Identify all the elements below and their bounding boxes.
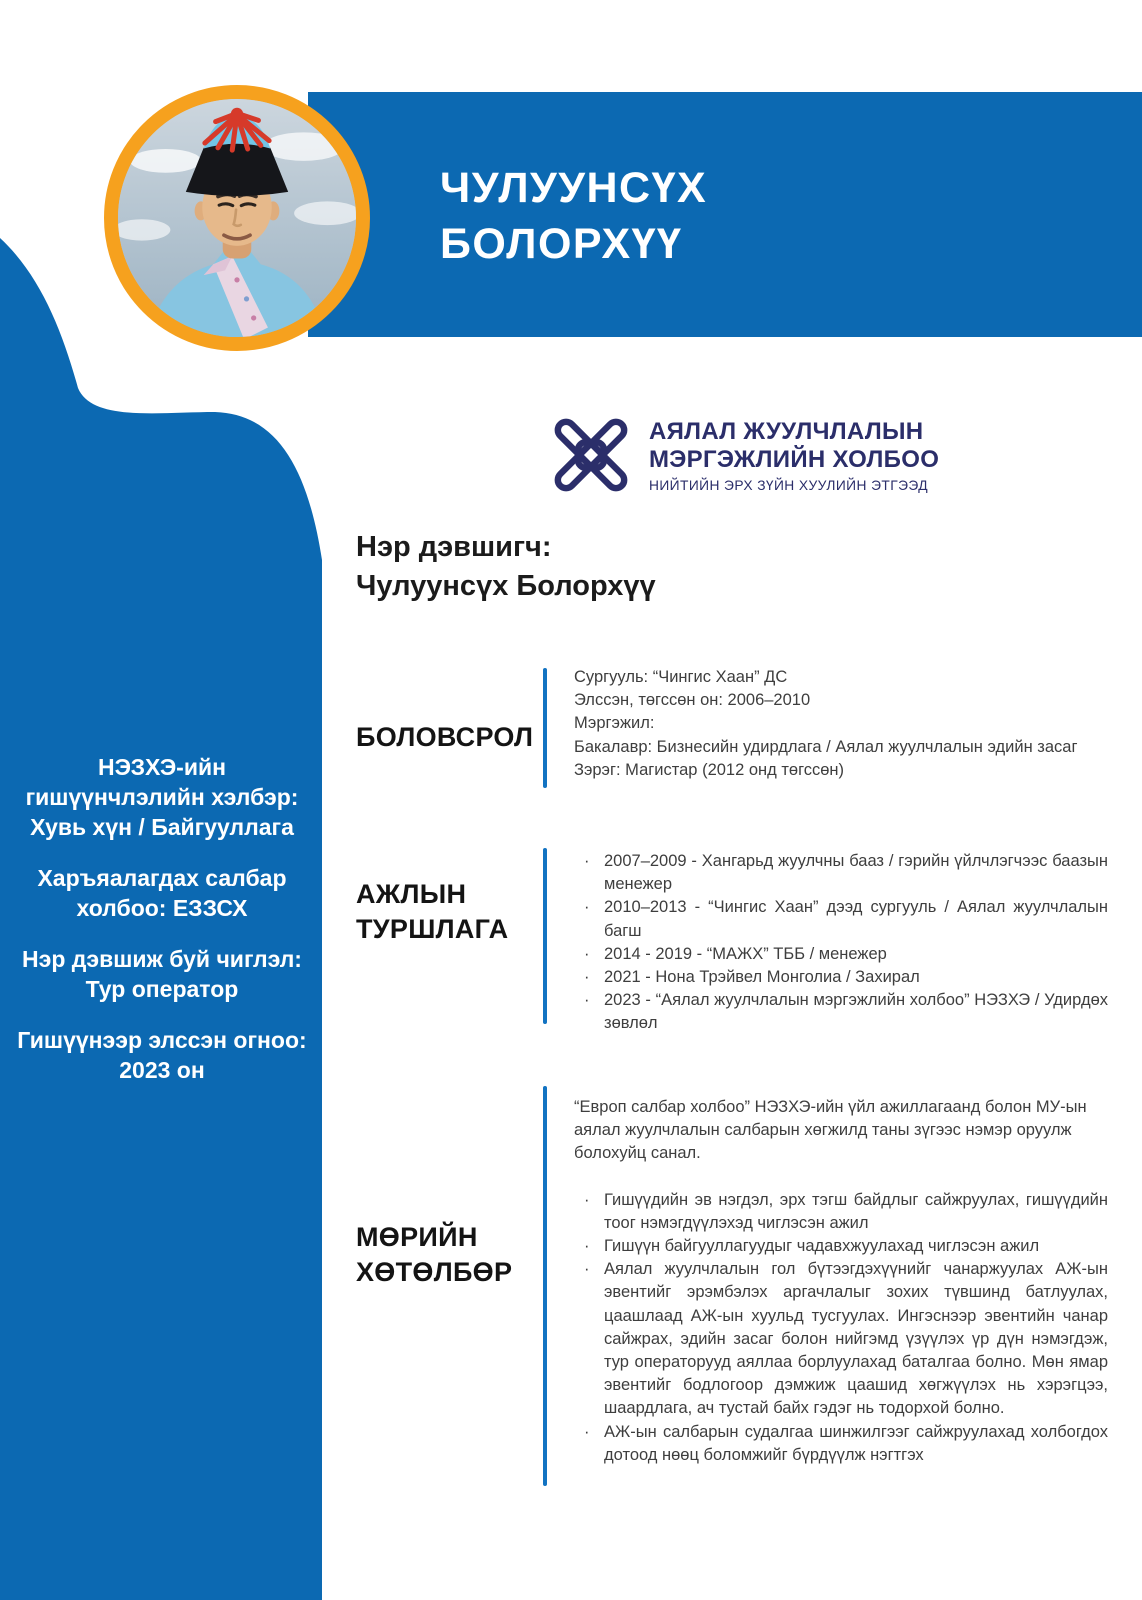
section-label-experience xyxy=(356,877,508,947)
name-line-1: ЧУЛУУНСҮХ xyxy=(440,164,708,212)
page-title xyxy=(440,160,707,272)
platform-divider xyxy=(543,1086,547,1486)
logo-text xyxy=(649,418,939,493)
platform-item: · Аялал жуулчлалын гол бүтээгдэхүүнийг чанаржуулах АЖ-ын эвентийг эрэмбэлэх аргачлалыг зохих түвшинд батлуулах, цаашлаад АЖ-ын хуульд тусгуулах. Ингэснээр эвентийн чанар сайжрах, эдийн засаг болон нийгэмд үзүүлэх үр дүн нэмэгдэж, тур операторууд аяллаа борлуулахад баталгаа болно. Мөн ямар эвентийг бодлогоор дэмжиж цаашид хөгжүүлэх нь хэрэгцээ, шаардлага, ач тустай байх гэдэг нь тодорхой болно. xyxy=(574,1258,1108,1420)
sidebar-item-branch-association: Харъяалагдах салбар холбоо: ЕЗЗСХ xyxy=(37,865,287,921)
education-line: Бакалавр: Бизнесийн удирдлага / Аялал жуулчлалын эдийн засаг xyxy=(574,737,1078,756)
sidebar-item-nomination-field: Нэр дэвшиж буй чиглэл: Тур оператор xyxy=(22,946,302,1002)
sidebar xyxy=(16,752,308,1106)
candidate-heading xyxy=(356,528,656,606)
logo-title-line-1: АЯЛАЛ ЖУУЛЧЛАЛЫН xyxy=(649,417,924,445)
experience-label-line-1: АЖЛЫН xyxy=(356,879,467,909)
education-content xyxy=(574,666,1108,782)
section-label-education: БОЛОВСРОЛ xyxy=(356,722,534,752)
portrait-photo xyxy=(118,99,356,337)
experience-label-line-2: ТУРШЛАГА xyxy=(356,914,509,944)
platform-content xyxy=(574,1096,1108,1467)
platform-item: · Гишүүдийн эв нэгдэл, эрх тэгш байдлыг сайжруулах, гишүүдийн тоог нэмэгдүүлэхэд чиглэсэн ажил xyxy=(574,1189,1108,1235)
education-line: Зэрэг: Магистар (2012 онд төгссөн) xyxy=(574,760,845,779)
platform-item: · Гишүүн байгууллагуудыг чадавхжуулахад чиглэсэн ажил xyxy=(574,1235,1108,1258)
platform-intro: “Европ салбар холбоо” НЭЗХЭ-ийн үйл ажиллагаанд болон МУ-ын аялал жуулчлалын салбарын хөгжилд таны зүгээс нэмэр оруулж болохуйц санал. xyxy=(574,1098,1087,1163)
experience-divider xyxy=(543,848,547,1024)
experience-item: · 2007–2009 - Хангарьд жуулчны бааз / гэрийн үйлчлэгчээс баазын менежер xyxy=(574,850,1108,896)
endless-knot-icon xyxy=(548,416,634,494)
experience-content xyxy=(574,850,1108,1036)
sidebar-item-joined-date: Гишүүнээр элссэн огноо: 2023 он xyxy=(17,1027,307,1083)
candidate-name: Чулуунсүх Болорхүү xyxy=(356,570,656,602)
experience-item: · 2014 - 2019 - “МАЖХ” ТББ / менежер xyxy=(574,943,1108,966)
candidate-label: Нэр дэвшигч: xyxy=(356,531,552,563)
sidebar-item-membership-type: НЭЗХЭ-ийн гишүүнчлэлийн хэлбэр: Хувь хүн / Байгууллага xyxy=(25,754,299,840)
education-line: Мэргэжил: xyxy=(574,714,655,733)
logo-title-line-2: МЭРГЭЖЛИЙН ХОЛБОО xyxy=(649,445,940,473)
logo-subtitle: НИЙТИЙН ЭРХ ЗҮЙН ХУУЛИЙН ЭТГЭЭД xyxy=(649,477,928,493)
section-label-platform xyxy=(356,1220,512,1290)
education-line: Сургууль: “Чингис Хаан” ДС xyxy=(574,668,788,686)
header-band xyxy=(308,92,1142,337)
platform-item: · АЖ-ын салбарын судалгаа шинжилгээг сайжруулахад холбогдох дотоод нөөц боломжийг бүрдүүлж нэгтгэх xyxy=(574,1421,1108,1467)
experience-item: · 2010–2013 - “Чингис Хаан” дээд сургууль / Аялал жуулчлалын багш xyxy=(574,896,1108,942)
platform-label-line-1: МӨРИЙН xyxy=(356,1222,478,1252)
platform-label-line-2: ХӨТӨЛБӨР xyxy=(356,1257,513,1287)
education-divider xyxy=(543,668,547,788)
education-line: Элссэн, төгссөн он: 2006–2010 xyxy=(574,691,811,710)
avatar xyxy=(104,85,370,351)
association-logo xyxy=(548,416,939,494)
name-line-2: БОЛОРХҮҮ xyxy=(440,220,683,268)
experience-item: · 2021 - Нона Трэйвел Монголиа / Захирал xyxy=(574,966,1108,989)
experience-item: · 2023 - “Аялал жуулчлалын мэргэжлийн холбоо” НЭЗХЭ / Удирдөх зөвлөл xyxy=(574,989,1108,1035)
